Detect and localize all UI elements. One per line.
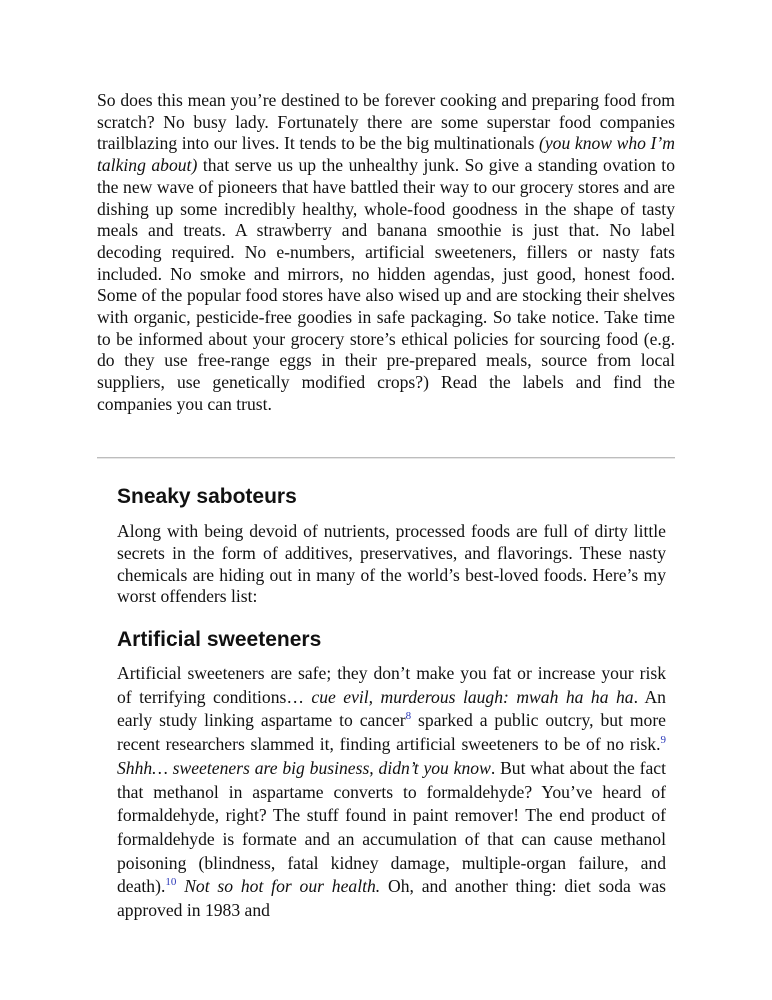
sneaky-saboteurs-body: Along with being devoid of nutrients, processed foods are full of dirty little secrets in the form of additives, preservatives, and flavorings. These nasty chemicals are hiding out in many of the world’s best-loved foods. Here’s my worst offenders list:	[117, 521, 666, 607]
italic-aside: Not so hot for our health.	[184, 876, 381, 897]
body-text: . An early study linking aspartame to cancer	[117, 686, 666, 731]
artificial-sweeteners-body	[117, 662, 666, 923]
intro-paragraph	[97, 90, 675, 416]
italic-aside: Shhh… sweeteners are big business, didn’t you know	[117, 757, 491, 778]
body-text: Artificial sweeteners are safe; they don’t make you fat or increase your risk of terrifying conditions…	[117, 663, 666, 707]
section-divider	[97, 457, 675, 458]
body-text: Oh, and another thing: diet soda was approved in 1983 and	[117, 876, 666, 921]
intro-text-part-1: So does this mean you’re destined to be forever cooking and preparing food from scratch? No busy lady. Fortunately there are some superstar food companies trailblazing into our lives. It tends to be the big multinationals	[97, 90, 675, 154]
heading-sneaky-saboteurs: Sneaky saboteurs	[117, 485, 297, 508]
italic-aside: cue evil, murderous laugh: mwah ha ha ha	[311, 686, 634, 707]
footnote-ref-9[interactable]: 9	[660, 734, 666, 747]
heading-artificial-sweeteners: Artificial sweeteners	[117, 628, 322, 651]
footnote-ref-10[interactable]: 10	[165, 876, 177, 889]
section-artificial-sweeteners	[117, 627, 666, 923]
body-text: sparked a public outcry, but more recent researchers slammed it, finding artificial sweeteners to be of no risk.	[117, 710, 666, 755]
footnote-ref-8[interactable]: 8	[405, 710, 412, 723]
section-sneaky-saboteurs	[117, 484, 666, 608]
body-text	[176, 876, 184, 896]
intro-text-part-2: that serve us up the unhealthy junk. So give a standing ovation to the new wave of pioneers that have battled their way to our grocery stores and are dishing up some incredibly healthy, whole-food goodness in the shape of tasty meals and treats. A strawberry and banana smoothie is just that. No label decoding required. No e-numbers, artificial sweeteners, fillers or nasty fats included. No smoke and mirrors, no hidden agendas, just good, honest food. Some of the popular food stores have also wised up and are stocking their shelves with organic, pesticide-free goodies in safe packaging. So take notice. Take time to be informed about your grocery store’s ethical policies for sourcing food (e.g. do they use free-range eggs in their pre-prepared meals, source from local suppliers, use genetically modified crops?) Read the labels and find the companies you can trust.	[97, 155, 675, 414]
intro-italic-aside: (you know who I’m talking about)	[97, 133, 675, 176]
body-text: . But what about the fact that methanol in aspartame converts to formaldehyde? You’ve heard of formaldehyde, right? The stuff found in paint remover! The end product of formaldehyde is formate and an accumulation of that can cause methanol poisoning (blindness, fatal kidney damage, multiple-organ failure, and death).	[117, 757, 666, 897]
